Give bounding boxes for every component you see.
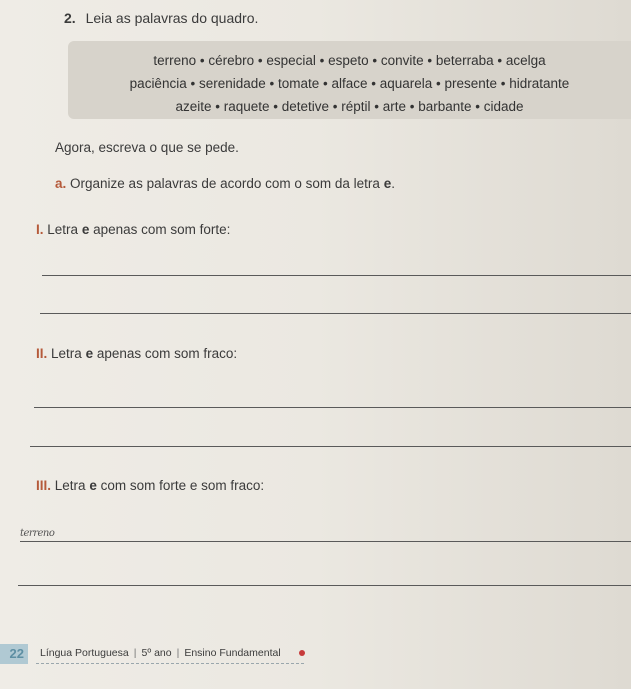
item-a-highlight: e: [383, 176, 392, 191]
word-line-3: azeite • raquete • detetive • réptil • arte • barbante • cidade: [175, 99, 524, 114]
subitem-1: [36, 222, 230, 237]
subitem-3-after: com som forte e som fraco:: [100, 478, 265, 493]
subitem-3-roman: III.: [36, 478, 52, 493]
subitem-1-roman: I.: [36, 222, 44, 237]
page-number-badge: 22: [0, 644, 28, 664]
page-footer: [0, 640, 631, 670]
subitem-3: [36, 478, 264, 493]
question-title: [64, 10, 258, 26]
answer-line-3b[interactable]: [18, 585, 631, 586]
footer-subject: Língua Portuguesa: [40, 647, 129, 659]
subitem-1-after: apenas com som forte:: [93, 222, 231, 237]
subitem-2-after: apenas com som fraco:: [96, 346, 238, 361]
subitem-3-before: Letra: [54, 478, 86, 493]
footer-grade: 5º ano: [141, 647, 172, 659]
item-a-letter: a.: [55, 176, 67, 191]
item-a: [55, 176, 395, 191]
subitem-1-bold: e: [81, 222, 90, 237]
question-text: Leia as palavras do quadro.: [85, 10, 259, 26]
item-a-text: Organize as palavras de acordo com o som da letra: [70, 176, 380, 191]
word-line-2: paciência • serenidade • tomate • alface • aquarela • presente • hidratante: [129, 76, 570, 91]
answer-line-1a[interactable]: [42, 275, 631, 276]
word-line-1: terreno • cérebro • especial • espeto • convite • beterraba • acelga: [153, 53, 546, 68]
footer-separator-2: |: [176, 647, 180, 659]
instruction-text: Agora, escreva o que se pede.: [55, 140, 239, 155]
subitem-2-bold: e: [85, 346, 94, 361]
subitem-3-bold: e: [89, 478, 97, 493]
item-a-end: .: [391, 176, 395, 191]
word-box: [68, 41, 631, 119]
subitem-1-before: Letra: [47, 222, 79, 237]
subitem-2-roman: II.: [36, 346, 48, 361]
answer-line-3a[interactable]: [20, 541, 631, 542]
answer-line-1b[interactable]: [40, 313, 631, 314]
footer-level: Ensino Fundamental: [184, 647, 281, 659]
question-number: 2.: [64, 10, 76, 26]
answer-line-2a[interactable]: [34, 407, 631, 408]
footer-dot-icon: [299, 650, 305, 656]
answer-line-2b[interactable]: [30, 446, 631, 447]
footer-separator-1: |: [133, 647, 137, 659]
subitem-2-before: Letra: [51, 346, 82, 361]
handwritten-answer: terreno: [20, 528, 55, 539]
footer-underline: [36, 663, 304, 664]
subitem-2: [36, 346, 237, 361]
footer-text: [40, 647, 281, 659]
